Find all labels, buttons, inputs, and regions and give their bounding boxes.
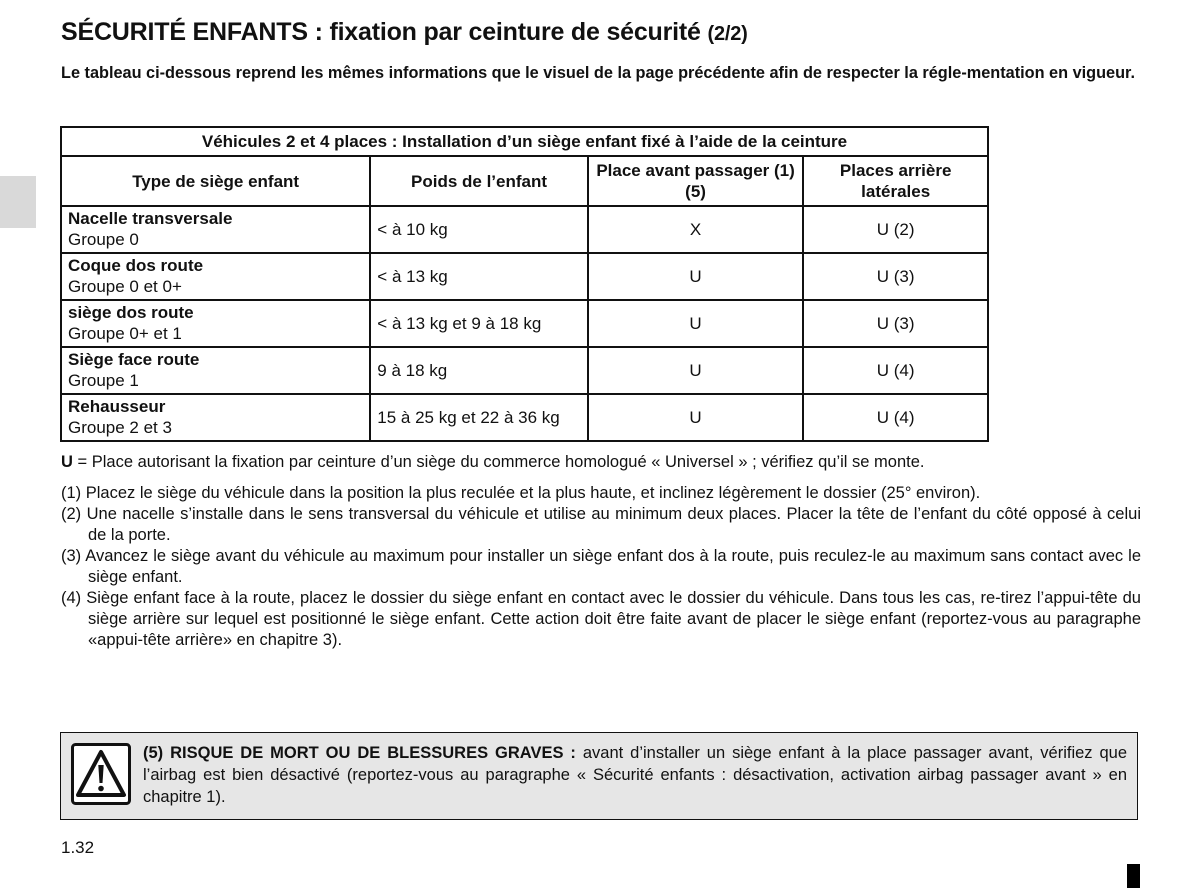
- child-seat-table: [60, 126, 989, 442]
- front-passenger-cell: U: [588, 300, 804, 347]
- seat-type-name: Coque dos route: [68, 256, 204, 275]
- table-row: [61, 300, 988, 347]
- front-passenger-cell: X: [588, 206, 804, 253]
- footnote-item: (1) Placez le siège du véhicule dans la position la plus reculée et la plus haute, et inclinez légèrement le dossier (25° environ).: [61, 484, 981, 502]
- universal-legend: [61, 453, 925, 472]
- table-caption: Véhicules 2 et 4 places : Installation d’un siège enfant fixé à l’aide de la ceinture: [61, 127, 988, 156]
- seat-group: Groupe 0 et 0+: [68, 277, 182, 296]
- front-passenger-cell: U: [588, 253, 804, 300]
- page-corner-mark: [1127, 864, 1140, 888]
- page-title: [61, 18, 748, 47]
- seat-type-cell: [61, 300, 370, 347]
- footnote-item: (2) Une nacelle s’installe dans le sens transversal du véhicule et utilise au minimum deux places. Placer la tête de l’enfant du côté opposé à celui de la porte.: [61, 505, 1141, 544]
- seat-type-name: Nacelle transversale: [68, 209, 233, 228]
- rear-side-cell: U (4): [803, 394, 988, 441]
- table-caption-row: [61, 127, 988, 156]
- seat-group: Groupe 0+ et 1: [68, 324, 182, 343]
- header-seat-type: Type de siège enfant: [61, 156, 370, 206]
- page-number: 1.32: [61, 838, 95, 857]
- seat-type-name: Rehausseur: [68, 397, 166, 416]
- seat-group: Groupe 0: [68, 230, 139, 249]
- weight-cell: 15 à 25 kg et 22 à 36 kg: [370, 394, 587, 441]
- warning-body: avant d’installer un siège enfant à la place passager avant, vérifiez que l’airbag est bien désactivé (reportez-vous au paragraphe « Sécurité enfants : désactivation, activation airbag passager avant » en chapitre 1).: [143, 744, 1128, 806]
- seat-type-cell: [61, 206, 370, 253]
- header-front-passenger: Place avant passager (1) (5): [588, 156, 804, 206]
- legend-key: U: [61, 453, 73, 471]
- intro-paragraph: Le tableau ci-dessous reprend les mêmes informations que le visuel de la page précédente afin de respecter la régle-mentation en vigueur.: [61, 64, 1136, 82]
- warning-box: [60, 732, 1138, 820]
- chapter-tab: [0, 176, 36, 228]
- seat-type-cell: [61, 394, 370, 441]
- seat-type-cell: [61, 347, 370, 394]
- warning-text: [143, 742, 1127, 808]
- table-row: [61, 253, 988, 300]
- rear-side-cell: U (2): [803, 206, 988, 253]
- warning-triangle-icon: [71, 743, 131, 805]
- rear-side-cell: U (3): [803, 253, 988, 300]
- table-header-row: [61, 156, 988, 206]
- footnote-item: (4) Siège enfant face à la route, placez le dossier du siège enfant en contact avec le dossier du véhicule. Dans tous les cas, re-tirez l’appui-tête du siège arrière sur lequel est positionné le siège enfant. Cette action doit être faite avant de placer le siège enfant (reportez-vous au paragraphe «appui-tête arrière» en chapitre 3).: [61, 589, 1141, 649]
- warning-heading: (5) RISQUE DE MORT OU DE BLESSURES GRAVES :: [143, 744, 576, 762]
- page-title-text: SÉCURITÉ ENFANTS : fixation par ceinture de sécurité: [61, 18, 701, 46]
- legend-text: = Place autorisant la fixation par ceinture d’un siège du commerce homologué « Universel » ; vérifiez qu’il se monte.: [72, 453, 925, 471]
- footnotes-list: [61, 483, 1141, 651]
- seat-group: Groupe 1: [68, 371, 139, 390]
- seat-type-name: Siège face route: [68, 350, 200, 369]
- table-row: [61, 394, 988, 441]
- weight-cell: 9 à 18 kg: [370, 347, 587, 394]
- rear-side-cell: U (3): [803, 300, 988, 347]
- front-passenger-cell: U: [588, 394, 804, 441]
- rear-side-cell: U (4): [803, 347, 988, 394]
- seat-type-name: siège dos route: [68, 303, 194, 322]
- weight-cell: < à 13 kg: [370, 253, 587, 300]
- weight-cell: < à 13 kg et 9 à 18 kg: [370, 300, 587, 347]
- header-rear-side: Places arrière latérales: [803, 156, 988, 206]
- table-row: [61, 347, 988, 394]
- table-row: [61, 206, 988, 253]
- footnote-item: (3) Avancez le siège avant du véhicule au maximum pour installer un siège enfant dos à la route, puis reculez-le au maximum sans contact avec le siège enfant.: [61, 547, 1141, 586]
- page-title-suffix: (2/2): [707, 23, 748, 45]
- front-passenger-cell: U: [588, 347, 804, 394]
- seat-type-cell: [61, 253, 370, 300]
- weight-cell: < à 10 kg: [370, 206, 587, 253]
- header-child-weight: Poids de l’enfant: [370, 156, 587, 206]
- seat-group: Groupe 2 et 3: [68, 418, 172, 437]
